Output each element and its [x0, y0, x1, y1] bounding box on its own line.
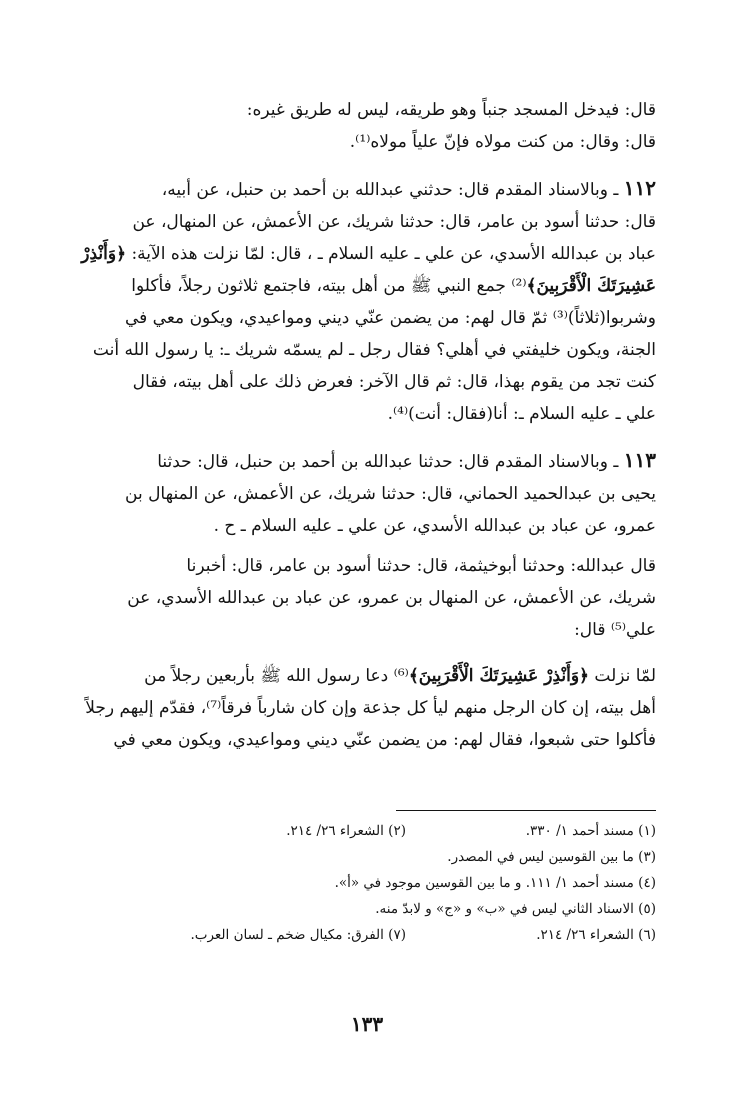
footnote-row	[76, 818, 656, 844]
footnote: (١) مسند أحمد ١/ ٣٣٠.	[525, 823, 656, 839]
text-line: وشربوا(ثلاثاً)⁽³⁾ ثمّ قال لهم: من يضمن عنّي ديني ومواعيدي، ويكون معي في	[124, 308, 656, 328]
text-line: يحيى بن عبدالحميد الحماني، قال: حدثنا شريك، عن الأعمش، عن المنهال بن	[125, 484, 656, 504]
footnote: (٢) الشعراء ٢٦/ ٢١٤.	[286, 823, 406, 839]
text-line	[76, 660, 656, 692]
quran-verse: ﴿وَأَنْذِرْ	[81, 244, 127, 264]
quran-verse: ﴿وَأَنْذِرْ عَشِيرَتَكَ الْأَقْرَبِينَ﴾	[408, 666, 590, 686]
text-line: كنت تجد من يقوم بهذا، قال: ثم قال الآخر: فعرض ذلك على أهل بيته، فقال	[132, 372, 656, 392]
footnote: (٥) الاسناد الثاني ليس في «ب» و «ج» و لابدّ منه.	[375, 901, 656, 917]
text-line: قال: حدثنا أسود بن عامر، قال: حدثنا شريك، عن الأعمش، عن المنهال، عن	[132, 212, 656, 232]
footnotes	[76, 818, 656, 948]
page-number: ١٣٣	[350, 1012, 384, 1036]
text-span: ⁽⁶⁾ دعا رسول الله ﷺ بأربعين رجلاً من	[144, 666, 409, 686]
text-line	[76, 238, 656, 270]
text-span: لمّا نزلت	[589, 666, 656, 686]
footnote: (٤) مسند أحمد ١/ ١١١. و ما بين القوسين موجود في «أ».	[334, 875, 656, 891]
text-line	[76, 172, 656, 206]
footnote: (٦) الشعراء ٢٦/ ٢١٤.	[536, 927, 656, 943]
footnote-divider	[396, 810, 656, 811]
text-line: قال: وقال: من كنت مولاه فإنّ علياً مولاه⁽¹⁾.	[349, 132, 656, 152]
text-line	[76, 270, 656, 302]
text-line: أهل بيته، إن كان الرجل منهم ليأ كل جذعة وإن كان شارباً فرقاً⁽⁷⁾، فقدّم إليهم رجلاً	[85, 698, 656, 718]
text-line: فأكلوا حتى شبعوا، فقال لهم: من يضمن عنّي ديني ومواعيدي، ويكون معي في	[113, 730, 656, 750]
text-line: علي ـ عليه السلام ـ: أنا(فقال: أنت)⁽⁴⁾.	[387, 404, 656, 424]
quran-verse: عَشِيرَتَكَ الْأَقْرَبِينَ﴾	[526, 276, 656, 296]
hadith-number: ١١٣	[623, 448, 656, 472]
hadith-number: ١١٢	[623, 176, 656, 200]
main-text	[76, 94, 656, 756]
footnote: (٧) الفرق: مكيال ضخم ـ لسان العرب.	[190, 927, 406, 943]
text-line: شريك، عن الأعمش، عن المنهال بن عمرو، عن عباد بن عبدالله الأسدي، عن	[127, 588, 656, 608]
text-line	[76, 444, 656, 478]
text-line: علي⁽⁵⁾ قال:	[574, 620, 656, 640]
text-line: عمرو، عن عباد بن عبدالله الأسدي، عن علي ـ عليه السلام ـ ح .	[213, 516, 656, 536]
text-span: عباد بن عبدالله الأسدي، عن علي ـ عليه السلام ـ ، قال: لمّا نزلت هذه الآية:	[131, 244, 656, 264]
text-span: ـ وبالاسناد المقدم قال: حدثني عبدالله بن أحمد بن حنبل، عن أبيه،	[161, 180, 624, 200]
footnote: (٣) ما بين القوسين ليس في المصدر.	[447, 849, 656, 865]
text-span: ⁽²⁾ جمع النبي ﷺ من أهل بيته، فاجتمع ثلاثون رجلاً، فأكلوا	[131, 276, 527, 296]
text-span: ـ وبالاسناد المقدم قال: حدثنا عبدالله بن أحمد بن حنبل، قال: حدثنا	[157, 452, 624, 472]
footnote-row	[76, 922, 656, 948]
text-line: قال عبدالله: وحدثنا أبوخيثمة، قال: حدثنا أسود بن عامر، قال: أخبرنا	[186, 556, 656, 576]
text-line: الجنة، ويكون خليفتي في أهلي؟ فقال رجل ـ لم يسمّه شريك ـ: يا رسول الله أنت	[92, 340, 656, 360]
text-line: قال: فيدخل المسجد جنباً وهو طريقه، ليس له طريق غيره:	[246, 100, 656, 120]
